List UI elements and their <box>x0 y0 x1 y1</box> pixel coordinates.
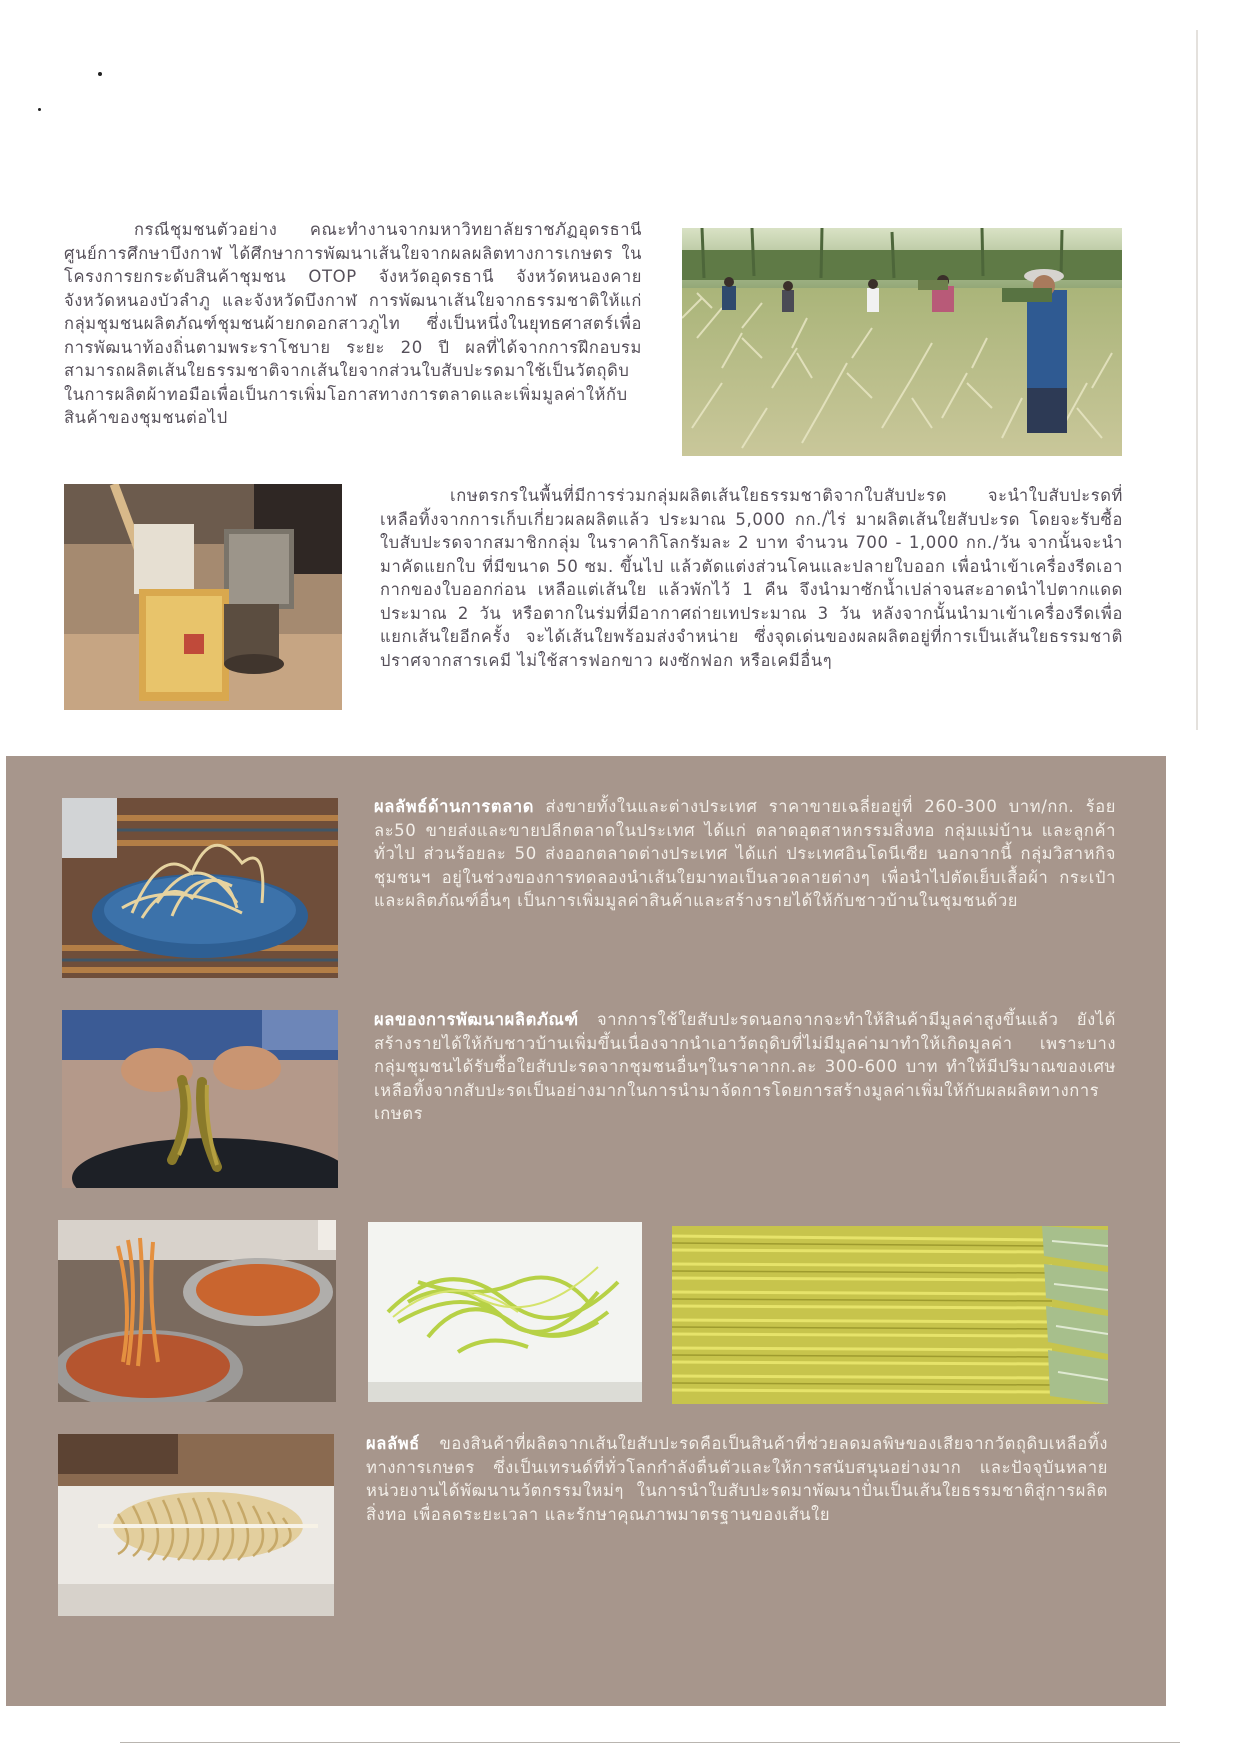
fiber-machine-photo <box>64 484 342 710</box>
fiber-twisting-photo <box>62 1010 338 1188</box>
marketing-body: ส่งขายทั้งในและต่างประเทศ ราคาขายเฉลี่ยอยู่ที่ 260-300 บาท/กก. ร้อยละ50 ขายส่งและขายปลีกตลาดในประเทศ ได้แก่ ตลาดอุตสาหกรรมสิ่งทอ กลุ่มแม่บ้าน และลูกค้าทั่วไป ส่วนร้อยละ 50 ส่งออกตลาดต่างประเทศ ได้แก่ ประเทศอินโดนีเซีย นอกจากนี้ กลุ่มวิสาหกิจชุมชนฯ อยู่ในช่วงของการทดลองนำเส้นใยมาทอเป็นลวดลายต่างๆ เพื่อนำไปตัดเย็บเสื้อผ้า กระเป๋า และผลิตภัณฑ์อื่นๆ เป็นการเพิ่มมูลค่าสินค้าและสร้างรายได้ให้กับชาวบ้านในชุมชนด้วย <box>374 797 1116 910</box>
results-text <box>366 1432 1108 1526</box>
development-heading: ผลของการพัฒนาผลิตภัณฑ์ <box>374 1010 579 1029</box>
development-body: จากการใช้ใยสับปะรดนอกจากจะทำให้สินค้ามีมูลค่าสูงขึ้นแล้ว ยังได้สร้างรายได้ให้กับชาวบ้านเพิ่มขึ้นเนื่องจากนำเอาวัตถุดิบที่ไม่มีมูลค่ามาทำให้เกิดมูลค่า เพราะบางกลุ่มชุมชนได้รับซื้อใยสับปะรดจากชุมชนอื่นๆในราคากก.ละ 300-600 บาท ทำให้มีปริมาณของเศษเหลือทิ้งจากสับปะรดเป็นอย่างมากในการนำมาจัดการโดยการสร้างมูลค่าเพิ่มให้กับผลผลิตทางการเกษตร <box>374 1010 1116 1123</box>
yellow-fiber-strands-photo <box>672 1226 1108 1404</box>
scan-speck <box>98 72 102 76</box>
scan-speck <box>38 108 41 111</box>
results-body: ของสินค้าที่ผลิตจากเส้นใยสับปะรดคือเป็นสินค้าที่ช่วยลดมลพิษของเสียจากวัตถุดิบเหลือทิ้งทางการเกษตร ซึ่งเป็นเทรนด์ที่ทั่วโลกกำลังตื่นตัวและให้การสนับสนุนอย่างมาก และปัจจุบันหลายหน่วยงานได้พัฒนานวัตกรรมใหม่ๆ ในการนำใบสับปะรดมาพัฒนาปั่นเป็นเส้นใยธรรมชาติสู่การผลิตสิ่งทอ เพื่อลดระยะเวลา และรักษาคุณภาพมาตรฐานของเส้นใย <box>366 1434 1108 1524</box>
page-bottom-rule <box>120 1742 1180 1743</box>
results-heading: ผลลัพธ์ <box>366 1434 420 1453</box>
green-fiber-photo <box>368 1222 642 1402</box>
scan-edge <box>1196 30 1198 730</box>
process-paragraph: เกษตรกรในพื้นที่มีการร่วมกลุ่มผลิตเส้นใยธรรมชาติจากใบสับปะรด จะนำใบสับปะรดที่เหลือทิ้งจากการเก็บเกี่ยวผลผลิตแล้ว ประมาณ 5,000 กก./ไร่ มาผลิตเส้นใยสับปะรด โดยจะรับซื้อใบสับปะรดจากสมาชิกกลุ่ม ในราคากิโลกรัมละ 2 บาท จำนวน 700 - 1,000 กก./วัน จากนั้นจะนำมาคัดแยกใบ ที่มีขนาด 50 ซม. ขึ้นไป แล้วตัดแต่งส่วนโคนและปลายใบออก เพื่อนำเข้าเครื่องรีดเอากากของใบออกก่อน เหลือแต่เส้นใย แล้วพักไว้ 1 คืน จึงนำมาซักน้ำเปล่าจนสะอาดนำไปตากแดดประมาณ 2 วัน หรือตากในร่มที่มีอากาศถ่ายเทประมาณ 3 วัน หลังจากนั้นนำมาเข้าเครื่องรีดเพื่อแยกเส้นใยอีกครั้ง จะได้เส้นใยพร้อมส่งจำหน่าย ซึ่งจุดเด่นของผลผลิตอยู่ที่การเป็นเส้นใยธรรมชาติ ปราศจากสารเคมี ไม่ใช้สารฟอกขาว ผงซักฟอก หรือเคมีอื่นๆ <box>380 486 1123 670</box>
pineapple-field-photo <box>682 228 1122 456</box>
development-text <box>374 1008 1116 1126</box>
intro-paragraph: กรณีชุมชนตัวอย่าง คณะทำงานจากมหาวิทยาลัยราชภัฏอุดรธานี ศูนย์การศึกษาบึงกาฬ ได้ศึกษาการพัฒนาเส้นใยจากผลผลิตทางการเกษตร ในโครงการยกระดับสินค้าชุมชน OTOP จังหวัดอุดรธานี จังหวัดหนองคาย จังหวัดหนองบัวลำภู และจังหวัดบึงกาฬ การพัฒนาเส้นใยจากธรรมชาติให้แก่กลุ่มชุมชนผลิตภัณฑ์ชุมชนผ้ายกดอกสาวภูไท ซึ่งเป็นหนึ่งในยุทธศาสตร์เพื่อการพัฒนาท้องถิ่นตามพระราโชบาย ระยะ 20 ปี ผลที่ได้จากการฝึกอบรม สามารถผลิตเส้นใยธรรมชาติจากเส้นใยจากส่วนใบสับปะรดมาใช้เป็นวัตถุดิบในการผลิตผ้าทอมือเพื่อเป็นการเพิ่มโอกาสทางการตลาดและเพิ่มมูลค่าให้กับสินค้าของชุมชนต่อไป <box>64 220 642 427</box>
marketing-text <box>374 795 1116 913</box>
marketing-heading: ผลลัพธ์ด้านการตลาด <box>374 797 535 816</box>
fiber-bowl-photo <box>62 798 338 978</box>
spun-fiber-photo <box>58 1434 334 1616</box>
dyed-fiber-pots-photo <box>58 1220 336 1402</box>
